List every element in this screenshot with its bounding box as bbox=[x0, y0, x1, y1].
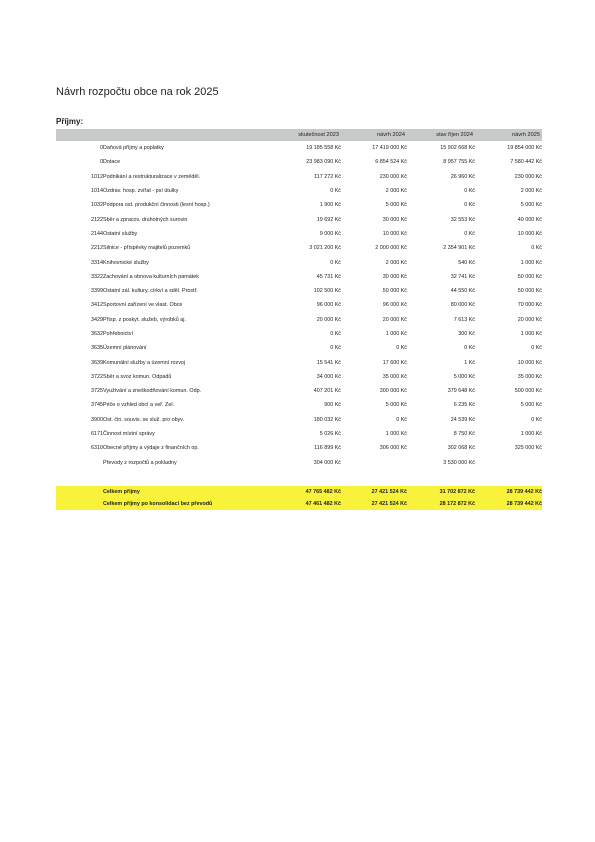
row-code bbox=[56, 456, 103, 470]
row-value: 17 600 Kč bbox=[382, 359, 407, 366]
row-name: Silnice - příspěvky majitelů pozemků bbox=[103, 245, 191, 252]
table-row bbox=[56, 327, 542, 341]
row-value: 0 Kč bbox=[396, 345, 407, 352]
row-code: 3632 bbox=[91, 331, 103, 337]
row-value: 50 000 Kč bbox=[382, 288, 407, 295]
row-value bbox=[475, 456, 542, 470]
total-value: 47 765 482 Kč bbox=[305, 488, 341, 495]
table-row bbox=[56, 212, 542, 226]
row-value: 3 021 200 Kč bbox=[309, 245, 341, 252]
table-body bbox=[56, 141, 542, 510]
row-code: 6171 bbox=[91, 431, 103, 438]
row-name: Podpora ost. produkční činnosti (lesní hosp.) bbox=[103, 202, 210, 209]
row-value: 0 Kč bbox=[396, 416, 407, 423]
row-value: 2 000 Kč bbox=[520, 188, 542, 195]
row-value: 5 000 Kč bbox=[453, 373, 475, 380]
row-value: 19 854 000 Kč bbox=[507, 145, 542, 152]
row-value: 6 235 Kč bbox=[453, 402, 475, 409]
row-code: 6310 bbox=[91, 445, 103, 452]
row-value: 30 000 Kč bbox=[382, 216, 407, 223]
total-value: 28 172 872 Kč bbox=[439, 500, 475, 507]
row-value: 80 000 Kč bbox=[450, 302, 475, 309]
row-code: 1012 bbox=[91, 173, 103, 180]
row-value: 500 000 Kč bbox=[514, 388, 542, 395]
row-value: 19 692 Kč bbox=[316, 216, 341, 223]
row-code: 3412 bbox=[91, 302, 103, 309]
table-row bbox=[56, 313, 542, 327]
table-row bbox=[56, 241, 542, 255]
row-value: 50 000 Kč bbox=[517, 273, 542, 280]
table-row bbox=[56, 184, 542, 198]
row-value: 0 Kč bbox=[531, 416, 542, 423]
row-name: Pohřebnictví bbox=[103, 331, 133, 337]
row-value: 10 000 Kč bbox=[517, 359, 542, 366]
total-value: 47 461 482 Kč bbox=[305, 500, 341, 507]
row-value: 96 000 Kč bbox=[382, 302, 407, 309]
row-value: 304 000 Kč bbox=[313, 459, 341, 466]
table-row bbox=[56, 198, 542, 212]
row-code: 3429 bbox=[91, 316, 103, 323]
row-value: 2 000 Kč bbox=[385, 188, 407, 195]
row-value: 900 Kč bbox=[324, 402, 341, 409]
row-value bbox=[341, 456, 407, 470]
row-value: 3 530 000 Kč bbox=[443, 459, 475, 466]
header-name bbox=[103, 129, 274, 141]
table-row bbox=[56, 155, 542, 169]
row-value: 30 000 Kč bbox=[382, 273, 407, 280]
row-value: 96 000 Kč bbox=[316, 302, 341, 309]
total-row bbox=[56, 486, 542, 498]
row-value: 379 648 Kč bbox=[447, 388, 475, 395]
row-value: 0 Kč bbox=[464, 202, 475, 209]
row-value: 20 000 Kč bbox=[382, 316, 407, 323]
row-name: Převody z rozpočtů a pokladny bbox=[103, 459, 177, 466]
table-row bbox=[56, 255, 542, 269]
spacer-row bbox=[56, 470, 542, 486]
row-code: 3745 bbox=[91, 402, 103, 409]
row-code: 3725 bbox=[91, 388, 103, 395]
row-value: 1 000 Kč bbox=[520, 331, 542, 337]
row-code: 0 bbox=[100, 159, 103, 166]
row-name: Ostatní služby bbox=[103, 230, 138, 237]
table-row bbox=[56, 270, 542, 284]
row-name: Komunální služby a územní rozvoj bbox=[103, 359, 186, 366]
row-value: 5 000 Kč bbox=[520, 402, 542, 409]
total-value: 27 421 524 Kč bbox=[371, 500, 407, 507]
table-row bbox=[56, 398, 542, 412]
row-value: 10 000 Kč bbox=[517, 230, 542, 237]
row-code: 2212 bbox=[91, 245, 103, 252]
table-row bbox=[56, 170, 542, 184]
row-value: 10 000 Kč bbox=[382, 230, 407, 237]
row-value: 34 000 Kč bbox=[316, 373, 341, 380]
row-name: Sběr a svoz komun. Odpadů bbox=[103, 373, 172, 380]
row-value: 302 068 Kč bbox=[447, 445, 475, 452]
header-code bbox=[56, 129, 103, 141]
row-value: 26 960 Kč bbox=[450, 173, 475, 180]
row-value: 230 000 Kč bbox=[379, 173, 407, 180]
row-value: 8 750 Kč bbox=[453, 431, 475, 438]
table-row bbox=[56, 341, 542, 355]
row-name: Péče o vzhled obcí a veř. Zel. bbox=[103, 402, 175, 409]
table-header-row bbox=[56, 129, 542, 141]
row-code: 3900 bbox=[91, 416, 103, 423]
document-title: Návrh rozpočtu obce na rok 2025 bbox=[56, 86, 219, 98]
column-header: návrh 2025 bbox=[512, 132, 540, 138]
row-value: 35 000 Kč bbox=[517, 373, 542, 380]
row-value: 0 Kč bbox=[330, 331, 341, 337]
row-value: 1 900 Kč bbox=[319, 202, 341, 209]
row-value: 0 Kč bbox=[330, 345, 341, 352]
row-value: 32 553 Kč bbox=[450, 216, 475, 223]
row-value: 17 419 000 Kč bbox=[372, 145, 407, 152]
row-value: 9 000 Kč bbox=[319, 230, 341, 237]
row-value: 7 580 442 Kč bbox=[510, 159, 542, 166]
row-value: 325 000 Kč bbox=[514, 445, 542, 452]
row-name: Ostatní zál. kultury, církví a sděl. Prostř. bbox=[103, 288, 198, 295]
row-name: Činnost místní správy bbox=[103, 431, 155, 438]
row-value: 407 201 Kč bbox=[313, 388, 341, 395]
total-name: Celkem příjmy po konsolidaci bez převodů bbox=[103, 500, 213, 507]
row-name: Podnikání a restrukturalizace v zeměděl. bbox=[103, 173, 201, 180]
table-row bbox=[56, 427, 542, 441]
row-value: 0 Kč bbox=[531, 345, 542, 352]
row-name: Obecné příjmy a výdaje z finančních op. bbox=[103, 445, 199, 452]
budget-table bbox=[56, 129, 542, 510]
row-code: 3635 bbox=[91, 345, 103, 352]
row-value: 20 000 Kč bbox=[316, 316, 341, 323]
table-row bbox=[56, 298, 542, 312]
row-value: 44 550 Kč bbox=[450, 288, 475, 295]
row-value: 20 000 Kč bbox=[517, 316, 542, 323]
row-value: 2 000 Kč bbox=[385, 259, 407, 266]
table-row bbox=[56, 227, 542, 241]
row-value: 7 613 Kč bbox=[453, 316, 475, 323]
row-value: 23 983 090 Kč bbox=[306, 159, 341, 166]
row-code: 1032 bbox=[91, 202, 103, 209]
row-value: 5 000 Kč bbox=[520, 202, 542, 209]
row-code: 0 bbox=[100, 145, 103, 152]
row-code: 3639 bbox=[91, 359, 103, 366]
row-value: 306 000 Kč bbox=[379, 445, 407, 452]
row-name: Využívání a zneškodňování komun. Odp. bbox=[103, 388, 202, 395]
total-value: 28 739 442 Kč bbox=[506, 488, 542, 495]
row-name: Knihovnické služby bbox=[103, 259, 149, 266]
section-heading: Příjmy: bbox=[56, 117, 84, 126]
table-row bbox=[56, 370, 542, 384]
row-name: Přísp. z poskyt. služeb, výrobků aj. bbox=[103, 316, 186, 323]
row-code: 3314 bbox=[91, 259, 103, 266]
row-value: 300 000 Kč bbox=[379, 388, 407, 395]
row-value: 45 731 Kč bbox=[316, 273, 341, 280]
row-value: 1 000 Kč bbox=[520, 431, 542, 438]
row-value: 35 000 Kč bbox=[382, 373, 407, 380]
row-value: 24 539 Kč bbox=[450, 416, 475, 423]
table-row bbox=[56, 456, 542, 470]
table-row bbox=[56, 284, 542, 298]
row-value: 300 Kč bbox=[458, 331, 475, 337]
row-value: 230 000 Kč bbox=[514, 173, 542, 180]
row-name: Územní plánování bbox=[103, 345, 147, 352]
row-value: 19 185 558 Kč bbox=[306, 145, 341, 152]
row-value: 32 741 Kč bbox=[450, 273, 475, 280]
row-code: 1014 bbox=[91, 188, 103, 195]
row-name: Ozdrav. hosp. zvířat - psí útulky bbox=[103, 188, 179, 195]
row-value: 15 902 668 Kč bbox=[440, 145, 475, 152]
total-row bbox=[56, 498, 542, 510]
row-value: 0 Kč bbox=[464, 345, 475, 352]
row-value: 0 Kč bbox=[464, 230, 475, 237]
row-value: 1 000 Kč bbox=[385, 431, 407, 438]
table-row bbox=[56, 355, 542, 369]
row-value: 15 541 Kč bbox=[316, 359, 341, 366]
row-code: 2144 bbox=[91, 230, 103, 237]
row-value: 70 000 Kč bbox=[517, 302, 542, 309]
table-row bbox=[56, 441, 542, 455]
row-code: 3399 bbox=[91, 288, 103, 295]
row-value: 5 026 Kč bbox=[319, 431, 341, 438]
total-value: 28 739 442 Kč bbox=[506, 500, 542, 507]
table-row bbox=[56, 384, 542, 398]
row-name: Sportovní zařízení ve vlast. Obce bbox=[103, 302, 183, 309]
row-value: 6 854 524 Kč bbox=[375, 159, 407, 166]
total-code bbox=[56, 486, 103, 498]
row-name: Sběr a zpracov. druhotných surovin bbox=[103, 216, 188, 223]
row-code: 2122 bbox=[91, 216, 103, 223]
row-value: 102 500 Kč bbox=[313, 288, 341, 295]
row-value: 117 272 Kč bbox=[314, 173, 341, 180]
total-value: 27 421 524 Kč bbox=[371, 488, 407, 495]
row-value: 2 000 000 Kč bbox=[375, 245, 407, 252]
row-name: Zachování a obnova kulturních památek bbox=[103, 273, 199, 280]
table-row bbox=[56, 141, 542, 155]
row-value: 0 Kč bbox=[330, 188, 341, 195]
column-header: návrh 2024 bbox=[377, 132, 405, 138]
row-value: 0 Kč bbox=[330, 259, 341, 266]
row-value: 1 Kč bbox=[464, 359, 475, 366]
row-value: 540 Kč bbox=[458, 259, 475, 266]
row-code: 3722 bbox=[91, 373, 103, 380]
row-value: 5 000 Kč bbox=[385, 402, 407, 409]
total-name: Celkem příjmy bbox=[103, 488, 140, 495]
row-name: Dotace bbox=[103, 159, 121, 166]
row-value: 50 000 Kč bbox=[517, 288, 542, 295]
row-value: 2 354 901 Kč bbox=[443, 245, 475, 252]
row-value: 180 032 Kč bbox=[313, 416, 341, 423]
row-value: 0 Kč bbox=[531, 245, 542, 252]
row-value: 1 000 Kč bbox=[520, 259, 542, 266]
row-code: 3322 bbox=[91, 273, 103, 280]
row-value: 1 000 Kč bbox=[385, 331, 407, 337]
row-value: 116 899 Kč bbox=[314, 445, 341, 452]
total-code bbox=[56, 498, 103, 510]
row-value: 40 000 Kč bbox=[517, 216, 542, 223]
column-header: skutečnost 2023 bbox=[298, 132, 339, 138]
row-value: 5 000 Kč bbox=[385, 202, 407, 209]
table-row bbox=[56, 413, 542, 427]
row-name: Daňová příjmy a poplatky bbox=[103, 145, 164, 152]
total-value: 31 702 872 Kč bbox=[439, 488, 475, 495]
column-header: stav říjen 2024 bbox=[436, 132, 473, 138]
row-name: Ost. čin. souvis. se služ. pro obyv. bbox=[103, 416, 185, 423]
row-value: 8 957 755 Kč bbox=[443, 159, 475, 166]
row-value: 0 Kč bbox=[464, 188, 475, 195]
